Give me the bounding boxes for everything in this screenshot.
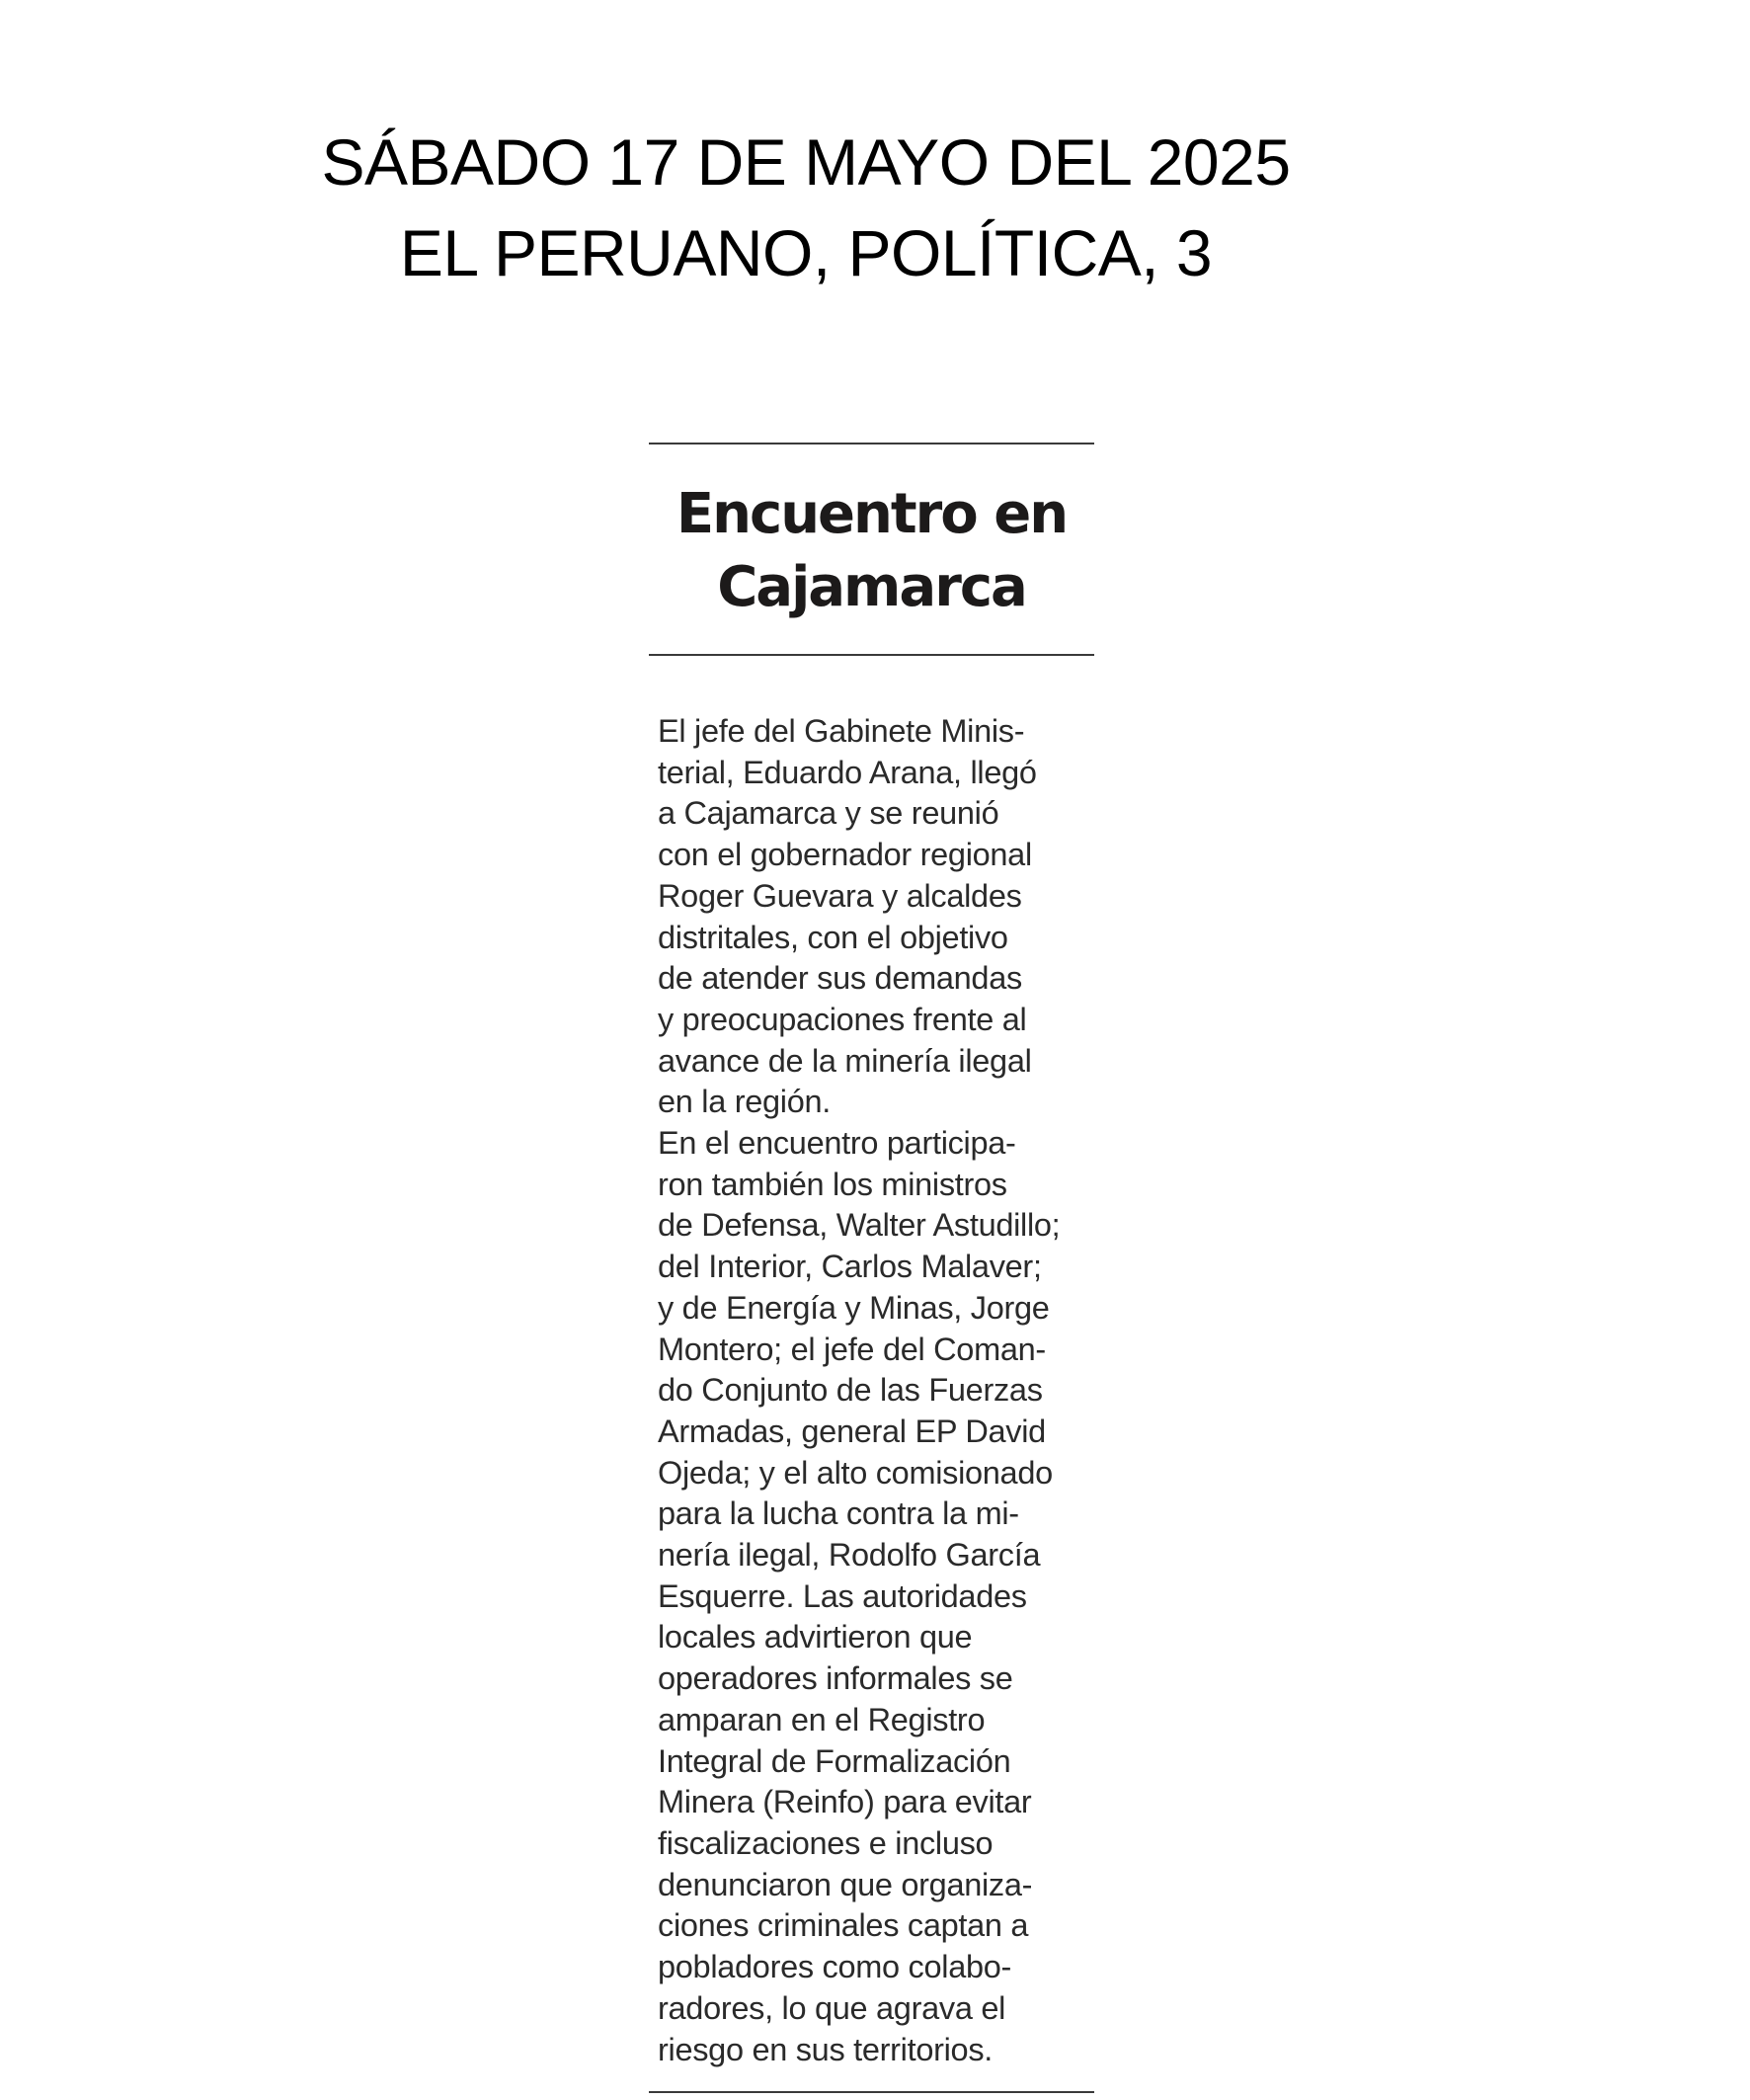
body-line: En el encuentro participa- xyxy=(658,1125,1016,1162)
body-line: de Defensa, Walter Astudillo; xyxy=(658,1207,1061,1244)
body-line: pobladores como colabo- xyxy=(658,1949,1012,1985)
dateline xyxy=(0,117,1612,298)
body-line: riesgo en sus territorios. xyxy=(658,2031,994,2067)
body-line: Minera (Reinfo) para evitar xyxy=(658,1784,1032,1820)
body-line: Armadas, general EP David xyxy=(658,1413,1046,1449)
body-line: ron también los ministros xyxy=(658,1166,1007,1202)
body-line: denunciaron que organiza- xyxy=(658,1866,1033,1902)
body-line: y de Energía y Minas, Jorge xyxy=(658,1289,1050,1326)
body-line: amparan en el Registro xyxy=(658,1701,986,1737)
body-line: operadores informales se xyxy=(658,1660,1013,1697)
body-line: a Cajamarca y se reunió xyxy=(658,795,999,832)
body-line: Roger Guevara y alcaldes xyxy=(658,877,1022,914)
article-body xyxy=(658,711,1094,2070)
body-line: radores, lo que agrava el xyxy=(658,1989,1006,2026)
body-line: distritales, con el objetivo xyxy=(658,919,1008,955)
body-line: con el gobernador regional xyxy=(658,837,1032,873)
body-line: Integral de Formalización xyxy=(658,1742,1011,1779)
body-line: y preocupaciones frente al xyxy=(658,1001,1027,1037)
source-line: EL PERUANO, POLÍTICA, 3 xyxy=(399,216,1213,289)
body-line: nería ilegal, Rodolfo García xyxy=(658,1537,1041,1574)
body-line: terial, Eduardo Arana, llegó xyxy=(658,754,1037,790)
body-line: para la lucha contra la mi- xyxy=(658,1495,1019,1532)
body-line: Montero; el jefe del Coman- xyxy=(658,1331,1046,1367)
body-line: Ojeda; y el alto comisionado xyxy=(658,1454,1053,1491)
headline-rule xyxy=(649,654,1094,656)
body-line: ciones criminales captan a xyxy=(658,1907,1029,1944)
headline xyxy=(649,478,1094,624)
headline-line: Encuentro en xyxy=(676,482,1068,546)
top-rule xyxy=(649,443,1094,444)
headline-line: Cajamarca xyxy=(717,555,1026,619)
body-line: de atender sus demandas xyxy=(658,960,1022,997)
body-line: avance de la minería ilegal xyxy=(658,1042,1032,1079)
body-line: del Interior, Carlos Malaver; xyxy=(658,1249,1042,1285)
body-line: El jefe del Gabinete Minis- xyxy=(658,713,1025,749)
body-line: fiscalizaciones e incluso xyxy=(658,1824,994,1861)
body-line: Esquerre. Las autoridades xyxy=(658,1577,1027,1614)
body-line: locales advirtieron que xyxy=(658,1619,973,1656)
bottom-rule xyxy=(649,2091,1094,2093)
date-line: SÁBADO 17 DE MAYO DEL 2025 xyxy=(321,125,1291,199)
body-line: en la región. xyxy=(658,1084,831,1120)
article xyxy=(649,443,1094,2070)
body-line: do Conjunto de las Fuerzas xyxy=(658,1372,1043,1409)
